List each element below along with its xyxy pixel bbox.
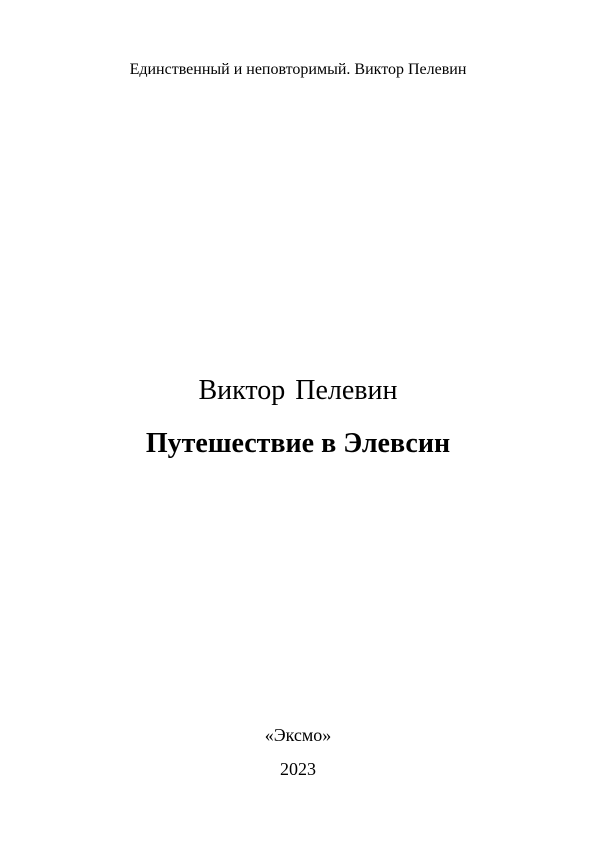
publication-year: 2023 — [280, 759, 316, 779]
publisher-name: «Эксмо» — [264, 725, 332, 745]
running-header: Единственный и неповторимый. Виктор Пелевин — [129, 61, 467, 78]
book-title: Путешествие в Элевсин — [145, 428, 451, 459]
author-name: Виктор Пелевин — [198, 375, 398, 406]
